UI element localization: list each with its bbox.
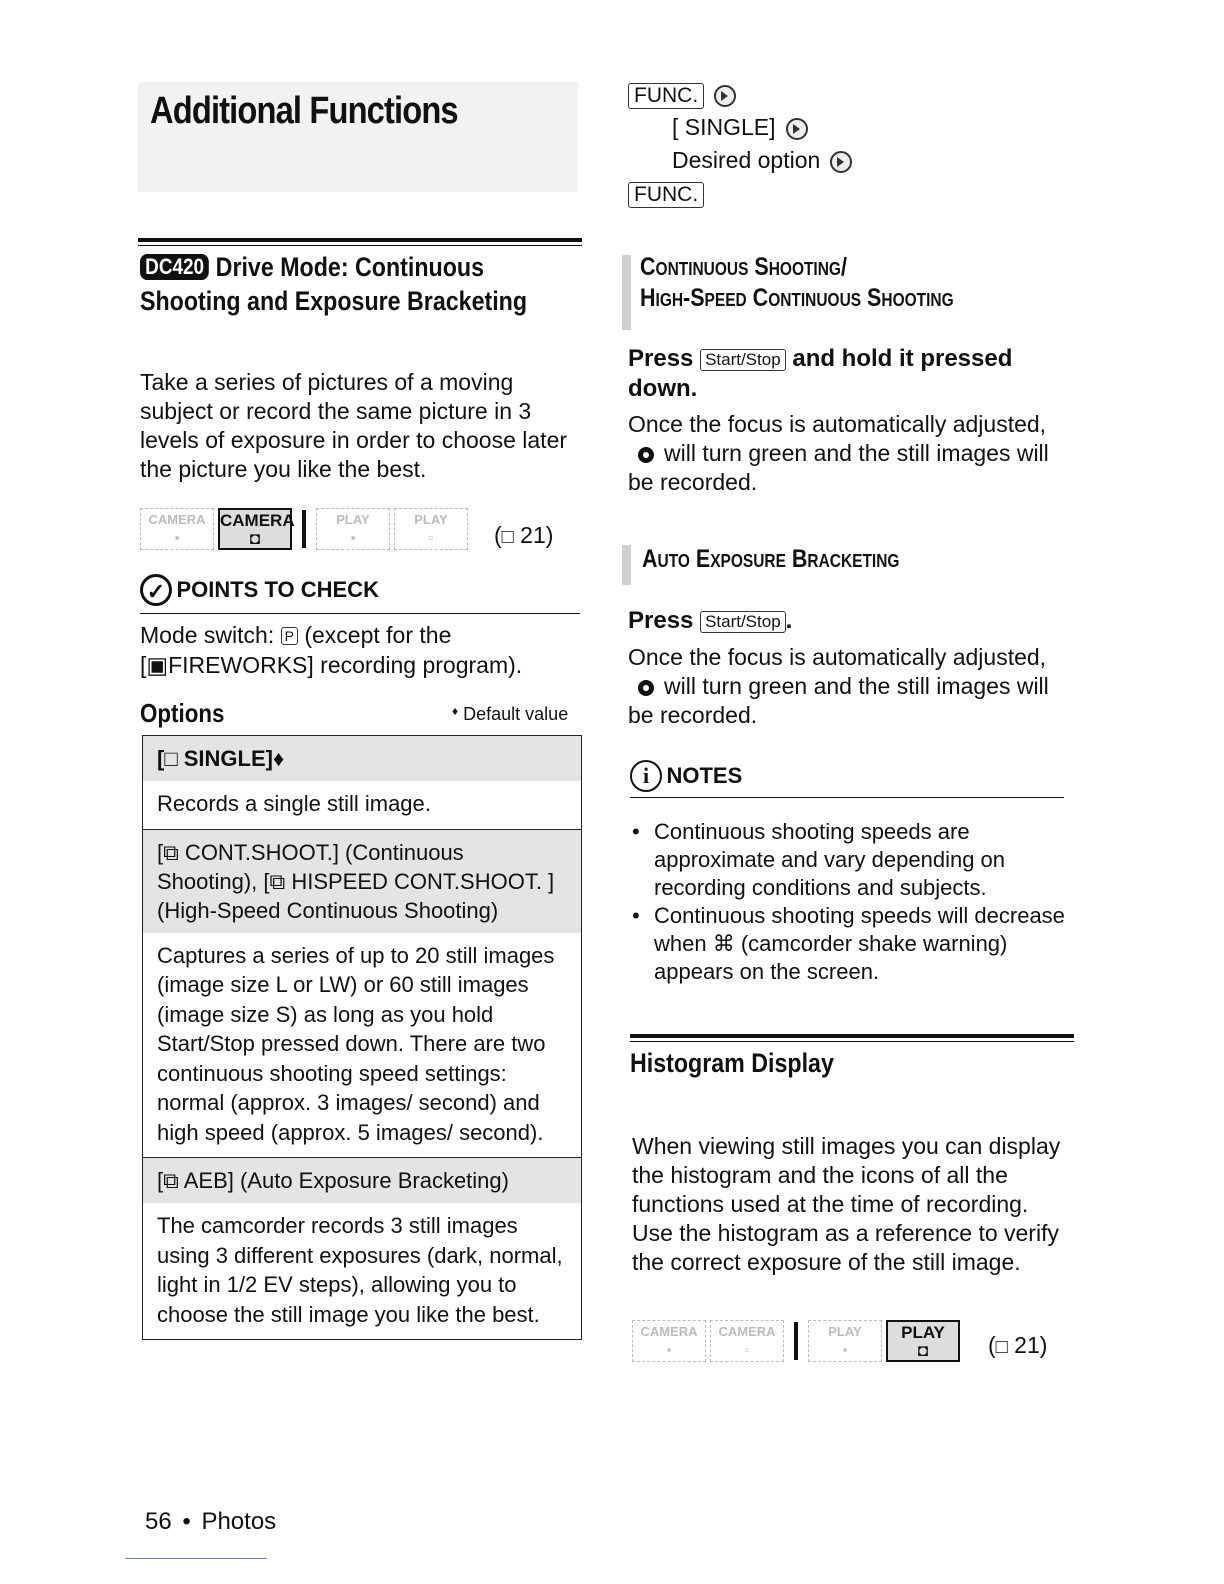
intro-paragraph: Take a series of pictures of a moving subject or record the same picture in 3 levels of exposure in order to choose later the picture you like the best. (140, 369, 568, 482)
p-mode-icon: P (281, 627, 298, 645)
arrow-circle-icon (786, 118, 808, 140)
page-number: 56 (145, 1508, 172, 1535)
continuous-heading: Continuous Shooting/ High-Speed Continuous Shooting (640, 253, 954, 312)
option-aeb (143, 1158, 581, 1339)
section-title (140, 250, 600, 318)
option-aeb-head: [⧉ AEB] (Auto Exposure Bracketing) (143, 1158, 581, 1203)
checkmark-icon: ✓ (140, 574, 172, 606)
option-single-body: Records a single still image. (143, 781, 581, 830)
points-check-title: POINTS TO CHECK (176, 577, 379, 602)
info-icon: i (630, 760, 662, 792)
option-continuous-body: Captures a series of up to 20 still images (image size L or LW) or 60 still images (image size S) as long as you hold Start/Stop pressed down. There are two continuous shooting speed settings: normal (approx. 3 images/ second) and high speed (approx. 5 images/ second). (143, 933, 581, 1159)
section-rule-thin (138, 245, 582, 246)
notes-rule (630, 797, 1064, 798)
func-button-2[interactable]: FUNC. (628, 182, 704, 208)
continuous-marker (622, 255, 631, 330)
section-title-line1: Drive Mode: Continuous (215, 252, 484, 282)
notes-title: NOTES (666, 763, 743, 788)
histogram-mode-icons (632, 1320, 960, 1362)
points-check-text: Mode switch: P (except for the [▣FIREWORKS] recording program). (140, 622, 523, 678)
default-note: ♦ Default value (452, 704, 569, 724)
aeb-heading: Auto Exposure Bracketing (642, 545, 900, 573)
note-item: • Continuous shooting speeds will decrease when ⌘ (camcorder shake warning) appears on the screen. (630, 902, 1070, 986)
mode-divider (302, 510, 306, 548)
mode-camera-movie-icon: CAMERA ▪ (632, 1320, 706, 1362)
mode-play-movie-icon: PLAY ▪ (808, 1320, 882, 1362)
start-stop-key-2[interactable]: Start/Stop (700, 611, 786, 633)
section-title-line2: Shooting and Exposure Bracketing (140, 286, 528, 316)
desired-option-step: Desired option (672, 147, 821, 173)
histogram-title: Histogram Display (630, 1048, 834, 1078)
mode-divider (794, 1322, 798, 1360)
book-icon: □ (995, 1336, 1008, 1358)
footer: 56 • Photos (145, 1508, 277, 1535)
aeb-instruction: Press Start/Stop . (628, 607, 793, 634)
option-aeb-body: The camcorder records 3 still images using 3 different exposures (dark, normal, light in 1/2 EV steps), allowing you to choose the still image you like the best. (157, 1213, 563, 1327)
page-reference: (□ 21) (494, 522, 554, 548)
notes-list (630, 818, 1070, 986)
option-continuous (143, 830, 581, 1159)
options-table (142, 735, 582, 1340)
footer-rule (125, 1558, 267, 1559)
arrow-circle-icon (714, 85, 736, 107)
continuous-instruction: Press Start/Stop and hold it pressed down. (628, 345, 1013, 402)
option-single-head: [□ SINGLE]♦ (143, 736, 581, 781)
aeb-description: Once the focus is automatically adjusted,will turn green and the still images will be recorded. (628, 644, 1049, 728)
section-rule (138, 238, 582, 242)
single-step: [ SINGLE] (672, 114, 776, 140)
aeb-marker (622, 545, 631, 585)
histogram-rule (630, 1034, 1074, 1038)
mode-play-photo-icon: PLAY ▫ (394, 508, 468, 550)
histogram-rule-thin (630, 1041, 1074, 1042)
book-icon: □ (501, 526, 514, 548)
histogram-page-reference: (□ 21) (988, 1332, 1048, 1358)
page-title: Additional Functions (150, 90, 458, 132)
mode-icons (140, 508, 468, 550)
mode-play-movie-icon: PLAY ▪ (316, 508, 390, 550)
func-button[interactable]: FUNC. (628, 83, 704, 109)
option-continuous-head: [⧉ CONT.SHOOT.] (Continuous Shooting), [⧉ HISPEED CONT.SHOOT. ] (High-Speed Continuous Shooting) (143, 830, 581, 933)
histogram-text: When viewing still images you can display the histogram and the icons of all the functions used at the time of recording. Use the histogram as a reference to verify the correct exposure of the still image. (632, 1133, 1061, 1275)
footer-section: Photos (201, 1508, 277, 1535)
mode-camera-photo-icon: CAMERA ▫ (710, 1320, 784, 1362)
mode-camera-movie-icon: CAMERA ▪ (140, 508, 214, 550)
arrow-circle-icon (830, 151, 852, 173)
option-single (143, 736, 581, 830)
mode-camera-photo-icon: CAMERA ◘ (218, 508, 292, 550)
points-rule (140, 613, 580, 614)
points-check-header (140, 574, 580, 606)
continuous-description: Once the focus is automatically adjusted,will turn green and the still images will be recorded. (628, 411, 1049, 495)
mode-play-photo-icon: PLAY ◘ (886, 1320, 960, 1362)
focus-indicator-icon (638, 680, 654, 696)
model-badge: DC420 (140, 254, 209, 280)
focus-indicator-icon (638, 447, 654, 463)
func-steps (628, 78, 852, 210)
notes-header (630, 760, 742, 792)
start-stop-key[interactable]: Start/Stop (700, 349, 786, 371)
options-title: Options (140, 698, 225, 728)
note-item: • Continuous shooting speeds are approximate and vary depending on recording conditions and subjects. (630, 818, 1070, 902)
